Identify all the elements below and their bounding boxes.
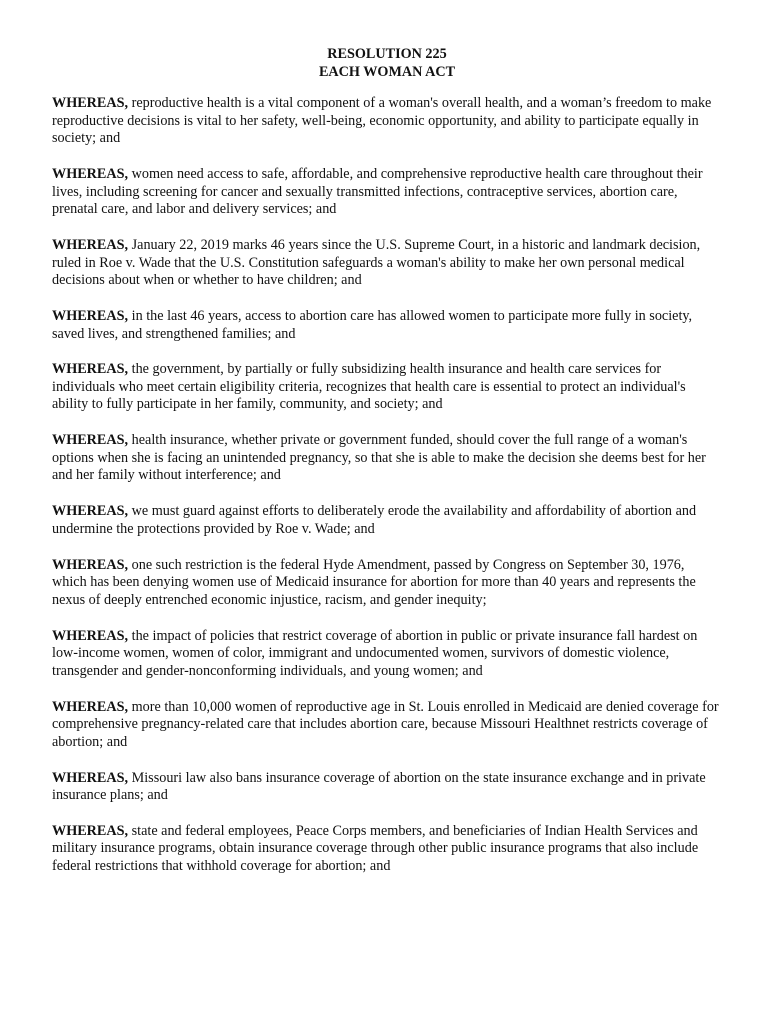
clause-text: reproductive health is a vital component of a woman's overall health, and a woman’s freedom to make reproductive decisions is vital to her safety, well-being, economic opportunity, and ability to participate equally in society; and: [52, 95, 712, 147]
clause-keyword: WHEREAS,: [52, 165, 129, 182]
clause-text: one such restriction is the federal Hyde Amendment, passed by Congress on September 30, 1976, which has been denying women use of Medicaid insurance for abortion for more than 40 years and represents the nexus of deeply entrenched economic injustice, racism, and gender inequity;: [52, 556, 696, 608]
document-title: [52, 46, 722, 81]
clause-text: January 22, 2019 marks 46 years since the U.S. Supreme Court, in a historic and landmark decision, ruled in Roe v. Wade that the U.S. Constitution safeguards a woman's ability to make her own personal medical decisions about when or whether to have children; and: [52, 236, 701, 289]
clause-text: women need access to safe, affordable, and comprehensive reproductive health care throughout their lives, including screening for cancer and sexually transmitted infections, contraceptive services, abortion care, prenatal care, and labor and delivery services; and: [52, 165, 703, 218]
clause-text: more than 10,000 women of reproductive age in St. Louis enrolled in Medicaid are denied coverage for comprehensive pregnancy-related care that includes abortion care, because Missouri Healthnet restricts coverage of abortion; and: [52, 698, 719, 750]
document-page: [52, 46, 722, 894]
whereas-clause: [52, 628, 722, 681]
whereas-clause: [52, 503, 722, 538]
clause-keyword: WHEREAS,: [52, 307, 129, 324]
clause-text: in the last 46 years, access to abortion care has allowed women to participate more fully in society, saved lives, and strengthened families; and: [52, 307, 693, 342]
whereas-clause: [52, 699, 722, 752]
clause-text: state and federal employees, Peace Corps members, and beneficiaries of Indian Health Services and military insurance programs, obtain insurance coverage through other public insurance programs that also include federal restrictions that withhold coverage for abortion; and: [52, 822, 699, 875]
clause-keyword: WHEREAS,: [52, 236, 129, 253]
resolution-number: RESOLUTION 225: [327, 46, 447, 62]
clause-keyword: WHEREAS,: [52, 556, 129, 573]
whereas-clause: [52, 770, 722, 805]
clause-keyword: WHEREAS,: [52, 627, 129, 644]
clause-keyword: WHEREAS,: [52, 503, 129, 520]
whereas-clause: [52, 237, 722, 290]
whereas-clause: [52, 361, 722, 414]
clause-text: the impact of policies that restrict coverage of abortion in public or private insurance fall hardest on low-income women, women of color, immigrant and undocumented women, survivors of domestic violence, transgender and gender-nonconforming individuals, and young women; and: [52, 627, 698, 679]
clause-text: we must guard against efforts to deliberately erode the availability and affordability of abortion and undermine the protections provided by Roe v. Wade; and: [52, 503, 697, 537]
clause-text: the government, by partially or fully subsidizing health insurance and health care services for individuals who meet certain eligibility criteria, recognizes that health care is essential to protect an individual's ability to fully participate in her family, community, and society; and: [52, 361, 686, 413]
whereas-clause: [52, 308, 722, 343]
clause-keyword: WHEREAS,: [52, 698, 129, 715]
clause-text: Missouri law also bans insurance coverage of abortion on the state insurance exchange and in private insurance plans; and: [52, 769, 706, 804]
act-name: EACH WOMAN ACT: [318, 63, 456, 80]
clause-keyword: WHEREAS,: [52, 432, 129, 449]
whereas-clause: [52, 557, 722, 610]
clause-text: health insurance, whether private or government funded, should cover the full range of a woman's options when she is facing an unintended pregnancy, so that she is able to make the decision she deems best for her and her family without interference; and: [52, 432, 706, 484]
clause-keyword: WHEREAS,: [52, 95, 129, 111]
whereas-clause: [52, 823, 722, 876]
whereas-clause: [52, 166, 722, 219]
clause-keyword: WHEREAS,: [52, 361, 129, 378]
whereas-clause: [52, 95, 722, 148]
clause-keyword: WHEREAS,: [52, 822, 129, 839]
whereas-clause: [52, 432, 722, 485]
clause-keyword: WHEREAS,: [52, 769, 129, 786]
